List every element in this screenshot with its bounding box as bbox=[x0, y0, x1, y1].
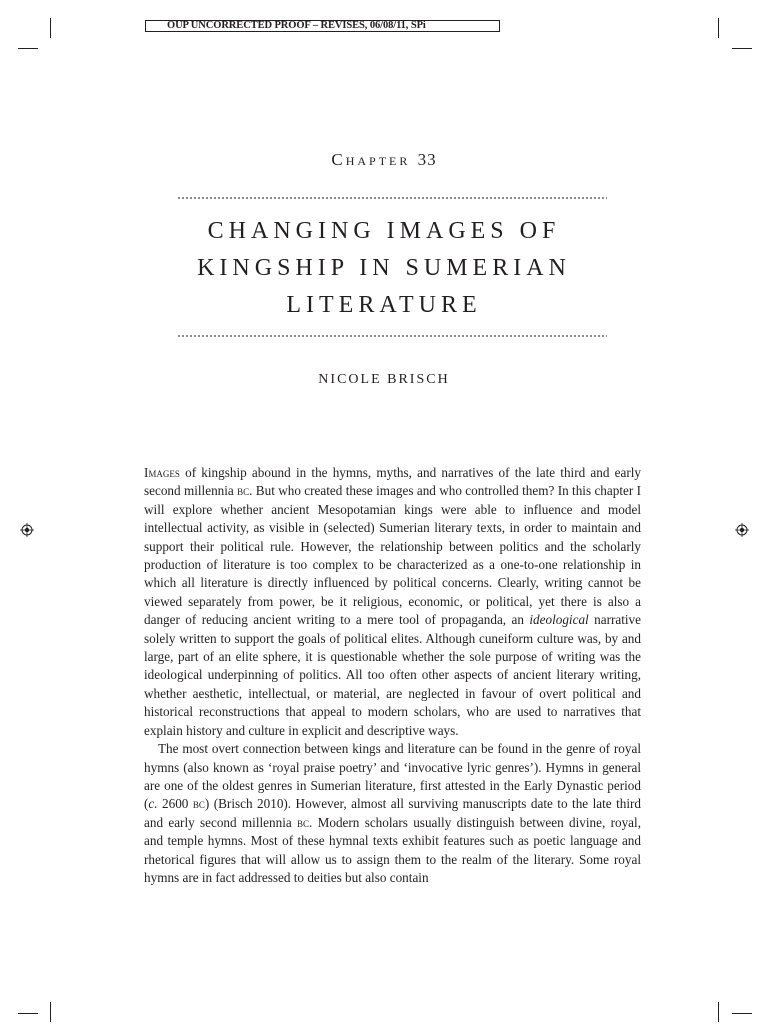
author-name: NICOLE BRISCH bbox=[318, 372, 450, 387]
dotted-rule-top bbox=[177, 197, 607, 199]
registration-mark-icon bbox=[735, 523, 749, 537]
paragraph: The most overt connection between kings and literature can be found in the genre of royal hymns (also known as ‘royal praise poetry’ and ‘invocative lyric genres’). Hymns in general are one of the oldest genres in Sumerian literature, first attested in the Early Dynastic period (c. 2600 bc) (Brisch 2010). However, almost all surviving manuscripts date to the late third and early second millennia bc. Modern scholars usually distinguish between divine, royal, and temple hymns. Most of these hymnal texts exhibit features such as poetic language and rhetorical figures that will allow us to assign them to the realm of the literary. Some royal hymns are in fact addressed to deities but also contain bbox=[144, 741, 642, 885]
registration-mark-icon bbox=[20, 523, 34, 537]
crop-mark-bottom-right bbox=[732, 1013, 752, 1014]
crop-mark-bottom-left bbox=[18, 1013, 38, 1014]
crop-mark-top-right bbox=[732, 48, 752, 49]
chapter-number: 33 bbox=[417, 150, 437, 169]
paragraph: Images of kingship abound in the hymns, myths, and narratives of the late third and early second millennia bc. But who created these images and who controlled them? In this chapter I will explore whether ancient Mesopotamian kings were able to influence and model intellectual activity, as visible in (selected) Sumerian literary texts, in order to maintain and support their political rule. However, the relationship between politics and the scholarly production of literature is too complex to be characterized as a one-to-one relationship in which all literature is directly influenced by political concerns. Clearly, writing cannot be viewed separately from power, be it religious, economic, or political, yet there is also a danger of reducing ancient writing to a mere tool of propaganda, an ideological narrative solely written to support the goals of political elites. Although cuneiform culture was, by and large, part of an elite sphere, it is questionable whether the sole purpose of writing was the ideological underpinning of politics. All too often other aspects of ancient literary writing, whether aesthetic, intellectual, or material, are neglected in favour of overt political and historical reconstructions that appeal to modern scholars, who are used to narratives that explain history and culture in explicit and descriptive ways. bbox=[144, 465, 641, 738]
body-text bbox=[144, 464, 641, 887]
chapter-title-line: LITERATURE bbox=[286, 292, 482, 318]
proof-banner: OUP UNCORRECTED PROOF – REVISES, 06/08/11, SPi bbox=[145, 20, 500, 32]
crop-mark-bottom-left bbox=[50, 1002, 51, 1022]
crop-mark-bottom-right bbox=[718, 1002, 719, 1022]
paragraph-lead: Images bbox=[144, 465, 180, 480]
chapter-label bbox=[0, 150, 768, 170]
dotted-rule-bottom bbox=[177, 335, 607, 337]
chapter-title-line: KINGSHIP IN SUMERIAN bbox=[197, 255, 571, 281]
crop-mark-top-left bbox=[18, 48, 38, 49]
chapter-title-line: CHANGING IMAGES OF bbox=[207, 218, 561, 244]
chapter-word: Chapter bbox=[331, 150, 411, 169]
crop-mark-top-right bbox=[718, 18, 719, 38]
chapter-title bbox=[0, 213, 768, 324]
crop-mark-top-left bbox=[50, 18, 51, 38]
